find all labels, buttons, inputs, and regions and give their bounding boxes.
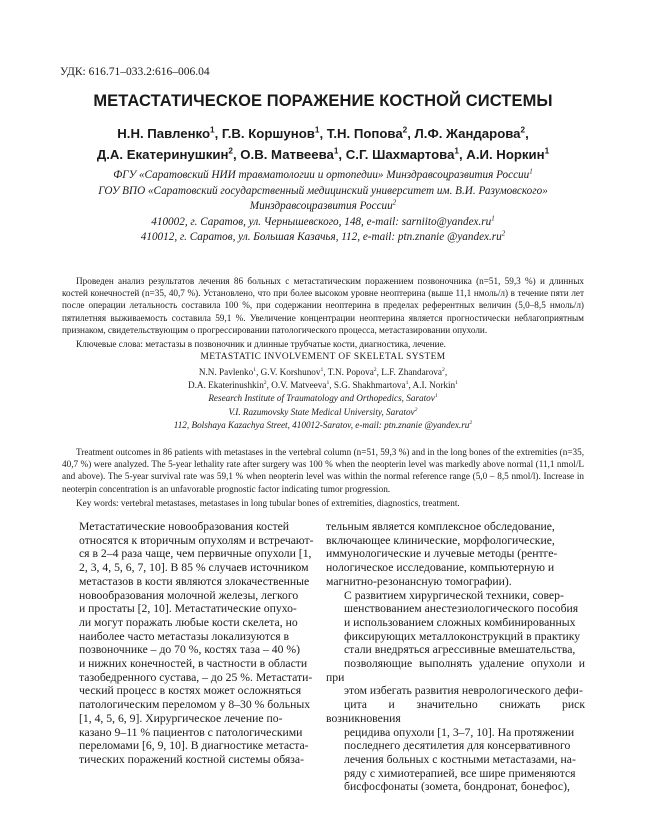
affiliation-text: ФГУ «Саратовский НИИ травматологии и ортопедии» Минздравсоцразвития России [113, 169, 530, 181]
keywords-en: Key words: vertebral metastases, metastases in long tubular bones of extremities, diagnostics, treatment. [76, 498, 460, 508]
text-line: лечения больных с костными метастазами, на- [344, 752, 576, 766]
author: Г.В. Коршунов [221, 126, 315, 141]
udk-code: УДК: 616.71–033.2:616–006.04 [60, 66, 210, 78]
author-en: L.F. Zhandarova [381, 367, 442, 377]
address-sup: 2 [469, 419, 473, 426]
text-line: ли могут поражать любые кости скелета, но [79, 615, 298, 629]
affiliation-sup: 1 [434, 392, 438, 399]
text-line: Метастатические новообразования костей [79, 520, 290, 533]
affiliation-2-cont [0, 199, 646, 215]
text-line: позволяющие выполнять удаление опухоли и при [326, 657, 585, 684]
text-line: нологическое исследование, компьютерную и [326, 561, 555, 575]
author-en: T.N. Popova [327, 367, 374, 377]
author: О.В. Матвеева [240, 147, 334, 162]
author-sup: 2 [441, 366, 445, 373]
text-line: ся в 2–4 раза чаще, чем первичные опухоли [1, [79, 547, 312, 561]
text-line: последнего десятилетия для консервативного [344, 739, 571, 753]
author-sup: 1 [326, 379, 330, 386]
address-1 [0, 215, 646, 231]
author-sup: 2 [228, 146, 233, 156]
author-sup: 1 [454, 146, 459, 156]
author-sup: 1 [314, 125, 320, 135]
text-line: цита и значительно снижать риск возникновения [326, 698, 585, 725]
author-sup: 2 [402, 125, 408, 135]
text-line: ряду с химиотерапией, все шире применяются [344, 766, 576, 780]
text-line: ческий процесс в костях может осложняться [79, 684, 302, 698]
text-line: включающее клинические, морфологические, [326, 533, 555, 547]
text-line: тических поражений костной системы обяза- [79, 752, 304, 766]
text-line: патологическим переломом у 8–30 % больных [79, 698, 311, 712]
author: Т.Н. Попова [326, 126, 403, 141]
author-en: D.A. Ekaterinushkin [188, 380, 264, 390]
authors-en-line-2: D.A. Ekaterinushkin$^2$, O.V. Matveeva$^1$, S.G. Shakhmartova$^1$, A.I. Norkin$^1$ [188, 379, 458, 390]
author-sup: 1 [253, 366, 257, 373]
author-sup: 1 [405, 379, 409, 386]
affiliation-en-2 [0, 406, 646, 420]
author: Н.Н. Павленко [117, 126, 211, 141]
address-sup: 1 [491, 213, 495, 222]
text-line: метастазов в кости являются злокачественные [79, 574, 310, 588]
author-en: O.V. Matveeva [271, 380, 327, 390]
abstract-en: Treatment outcomes in 86 patients with metastases in the vertebral column (n=51, 59,3 %) and in the long bones of the extremities (n=35, 40,7 %) were analyzed. The 5-year lethality rate after surgery was 100 % when the neopterin level was markedly above normal (11,1 nmol/L and above). The 5-year survival rate was 59,1 % when neopterin level was within the normal reference range (5,0 – 8,5 nmol/l). Increase in neoterpin concentration is an unfavorable prognostic factor indicating tumor progression. [62, 447, 584, 494]
author-sup: 1 [210, 125, 215, 135]
text-line: позвоночнике – до 70 %, костях таза – 40 %) [79, 643, 301, 657]
body-paragraph [326, 589, 585, 795]
affiliations-ru [0, 168, 646, 246]
affiliation-text: Минздравсоцразвития России [249, 200, 393, 212]
text-line: тазобедренного сустава, – до 25 %. Метастати- [79, 670, 313, 684]
author-sup: 2 [263, 379, 267, 386]
text-line: этом избегать развития неврологического дефи- [344, 684, 583, 698]
text-line: бисфосфонаты (зомета, бондронат, бонефос), [344, 780, 570, 794]
text-line: наиболее часто метастазы локализуются в [79, 629, 290, 643]
text-line: и нижних конечностей, в частности в области [79, 657, 308, 671]
affiliation-sup: 1 [529, 167, 533, 176]
affiliation-1 [0, 168, 646, 184]
author: С.Г. Шахмартова [345, 147, 455, 162]
affiliation-sup: 2 [414, 406, 418, 413]
keywords-ru: Ключевые слова: метастазы в позвоночник и длинные трубчатые кости, диагностика, лечение. [76, 339, 446, 349]
author: А.И. Норкин [466, 147, 545, 162]
text-line: [1, 4, 5, 6, 9]. Хирургическое лечение по- [79, 711, 283, 725]
address-text: 112, Bolshaya Kazachya Street, 410012-Saratov, e-mail: ptn.znanie @yandex.ru [173, 420, 470, 430]
affiliation-2 [0, 184, 646, 200]
address-text: 410002, г. Саратов, ул. Чернышевского, 148, e-mail: sarniito@yandex.ru [151, 215, 492, 228]
text-line: иммунологические и лучевые методы (рентге- [326, 547, 558, 561]
text-line: казано 9–11 % пациентов с патологическими [79, 725, 303, 739]
author: Л.Ф. Жандарова [414, 126, 521, 141]
text-line: стали внедряться агрессивные вмешательства, [344, 643, 576, 657]
affiliations-en [0, 392, 646, 433]
authors-en [0, 366, 646, 392]
address-text: 410012, г. Саратов, ул. Большая Казачья, 112, e-mail: ptn.znanie @yandex.ru [140, 231, 502, 243]
authors-ru-line-1: Н.Н. Павленко$^1$, Г.В. Коршунов$^1$, Т.Н. Попова$^2$, Л.Ф. Жандарова$^2$, [117, 125, 529, 141]
text-line: и простаты [2, 10]. Метастатические опухо- [79, 602, 297, 616]
author-sup: 2 [520, 125, 526, 135]
text-line: магнитно-резонансную томографии). [326, 574, 512, 588]
affiliation-text: ГОУ ВПО «Саратовский государственный медицинский университет им. В.И. Разумовского» [98, 184, 548, 197]
text-line: С развитием хирургической техники, совер- [344, 588, 564, 602]
text-line: новообразования молочной железы, легкого [79, 588, 299, 602]
authors-ru [0, 123, 646, 165]
author-en: N.N. Pavlenko [198, 367, 254, 377]
text-line: тельным является комплексное обследование, [326, 520, 555, 533]
address-en [0, 419, 646, 433]
address-sup: 2 [501, 229, 506, 238]
author-sup: 1 [333, 146, 339, 156]
text-line: переломами [6, 9, 10]. В диагностике метаста- [79, 739, 309, 753]
author-sup: 2 [373, 366, 377, 373]
author-en: S.G. Shakhmartova [333, 380, 406, 390]
affiliation-text: Research Institute of Traumatology and Orthopedics, Saratov [208, 393, 435, 403]
article-title-en: METASTATIC INVOLVEMENT OF SKELETAL SYSTEM [200, 352, 446, 362]
author-en: G.V. Korshunov [260, 367, 321, 377]
author: Д.А. Екатеринушкин [96, 147, 229, 162]
body-column-right [326, 520, 585, 794]
body-column-left [61, 520, 320, 767]
text-line: и использованием сложных комбинированных [344, 615, 576, 629]
article-title: МЕТАСТАТИЧЕСКОЕ ПОРАЖЕНИЕ КОСТНОЙ СИСТЕМЫ [93, 92, 553, 110]
text-line: 2, 3, 4, 5, 6, 7, 10]. В 85 % случаев источником [79, 561, 309, 575]
author-sup: 1 [455, 379, 458, 386]
text-line: шенствованием анестезиологического пособия [344, 602, 579, 616]
affiliation-sup: 2 [392, 198, 397, 207]
affiliation-text: V.I. Razumovsky State Medical University, Saratov [228, 406, 415, 417]
author-en: A.I. Norkin [412, 380, 456, 390]
text-line: относятся к вторичным опухолям и встречают- [79, 533, 314, 547]
body-paragraph [326, 520, 585, 589]
author-sup: 1 [544, 146, 550, 156]
text-line: фиксирующих металлоконструкций в практику [344, 629, 581, 643]
address-2 [0, 230, 646, 246]
abstract-ru: Проведен анализ результатов лечения 86 больных с метастатическим поражением позвоночника (n=51, 59,3 %) и длинных костей конечностей (n=35, 40,7 %). Установлено, что при более высоком уровне неоптерина (выше 11,1 нмоль/л) в течение пяти лет после операции летальность составила 100 %, при содержании неоптерина в пределах референтных величин (5,0–8,5 нмоль/л) пятилетняя выживаемость составила 59,1 %. Увеличение концентрации неоптерина является прогностически неблагоприятным признаком, свидетельствующим о прогрессировании патологического процесса, метастазировании опухоли. [62, 276, 584, 335]
authors-en-line-1: N.N. Pavlenko$^1$, G.V. Korshunov$^1$, T.N. Popova$^2$, L.F. Zhandarova$^2$, [198, 366, 448, 377]
text-line: рецидива опухоли [1, 3–7, 10]. На протяжении [344, 725, 575, 739]
authors-ru-line-2: Д.А. Екатеринушкин$^2$, О.В. Матвеева$^1$, С.Г. Шахмартова$^1$, А.И. Норкин$^1$ [96, 146, 550, 162]
author-sup: 1 [320, 366, 324, 373]
body-paragraph [61, 520, 320, 767]
affiliation-en-1 [0, 392, 646, 406]
